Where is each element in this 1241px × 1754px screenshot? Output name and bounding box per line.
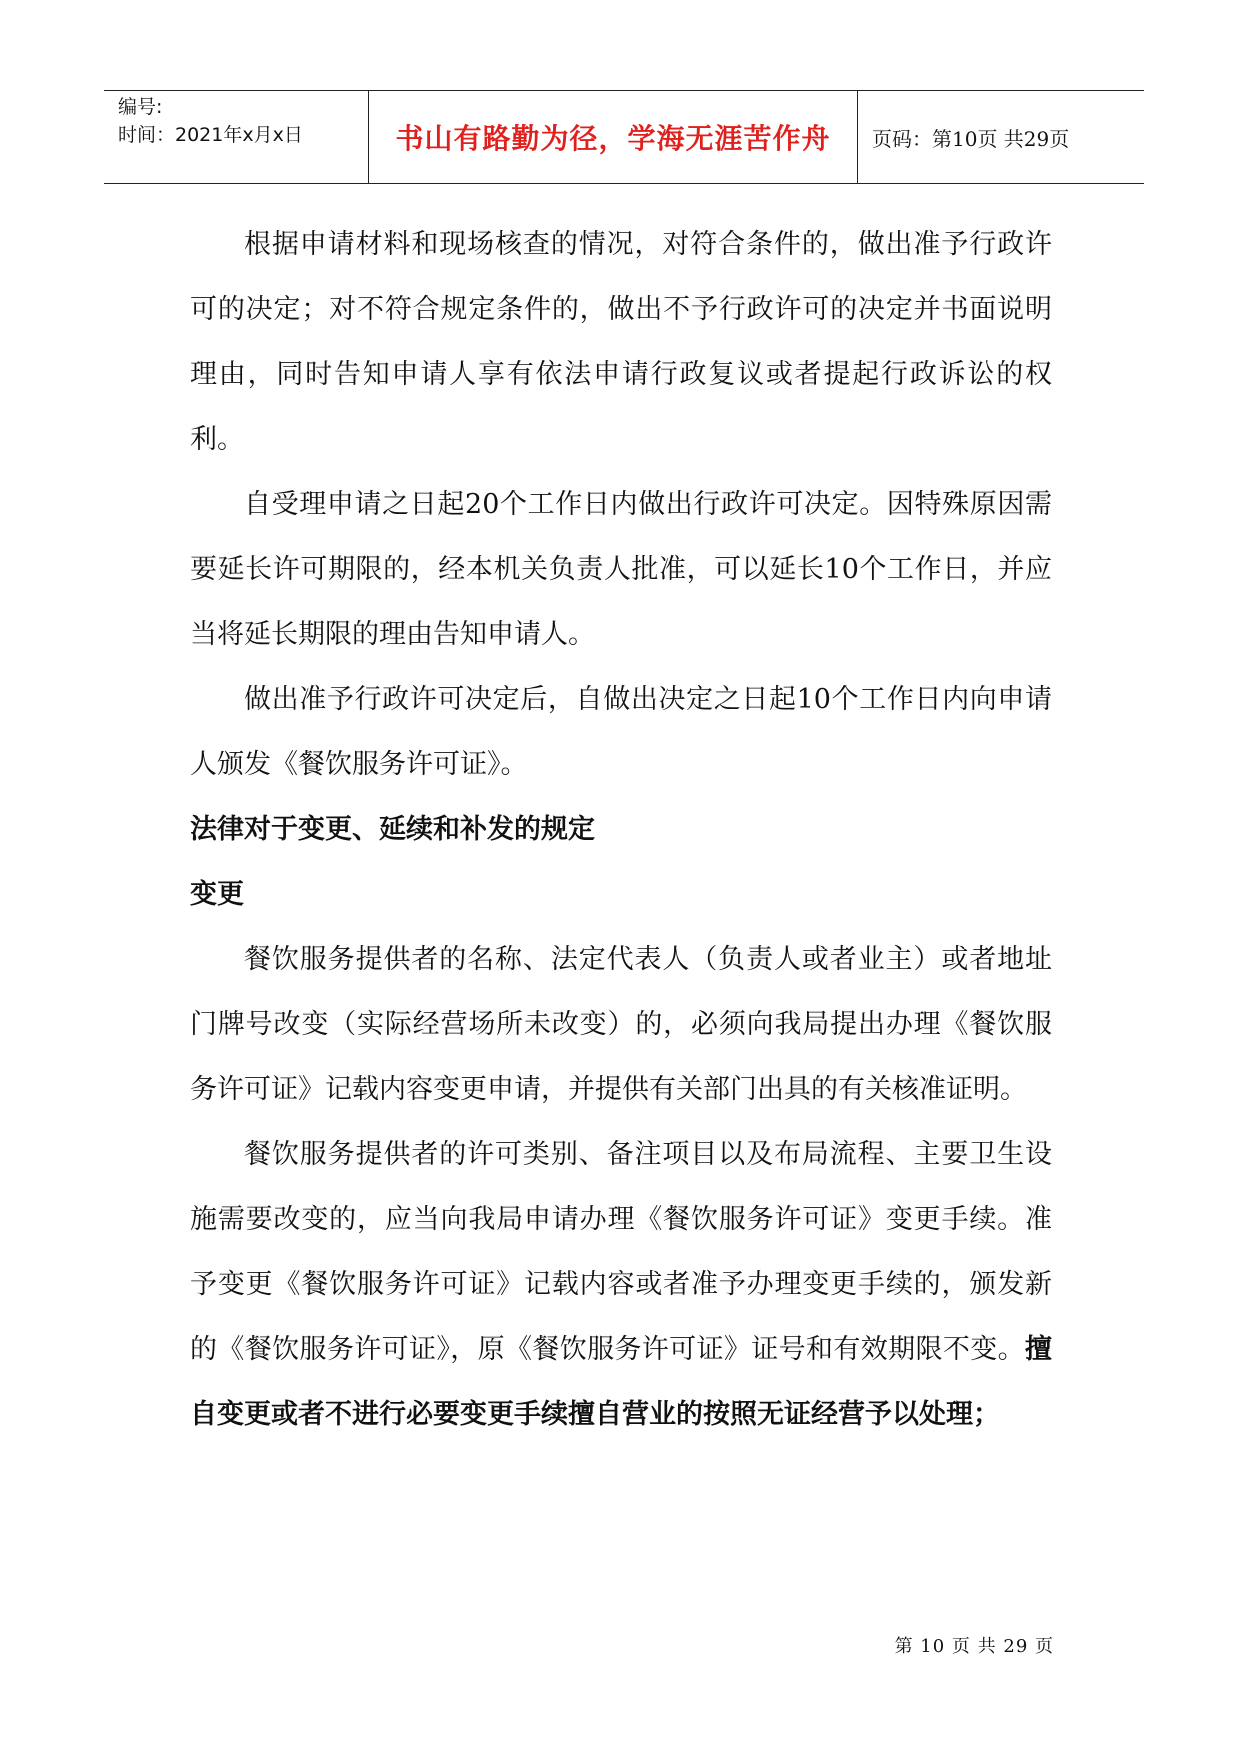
page-footer: 第 10 页 共 29 页 <box>894 1636 1054 1657</box>
document-header <box>104 90 1144 184</box>
subsection-heading: 变更 <box>190 879 244 910</box>
header-motto-cell <box>369 91 858 183</box>
document-number-label: 编号: <box>118 96 163 118</box>
paragraph-change-category-text: 餐饮服务提供者的许可类别、备注项目以及布局流程、主要卫生设施需要改变的，应当向我局申请办理《餐饮服务许可证》变更手续。准予变更《餐饮服务许可证》记载内容或者准予办理变更手续的，颁发新的《餐饮服务许可证》，原《餐饮服务许可证》证号和有效期限不变。 <box>190 1139 1052 1365</box>
header-motto: 书山有路勤为径，学海无涯苦作舟 <box>395 122 831 155</box>
paragraph-time-limit: 自受理申请之日起20个工作日内做出行政许可决定。因特殊原因需要延长许可期限的，经本机关负责人批准，可以延长10个工作日，并应当将延长期限的理由告知申请人。 <box>190 489 1052 650</box>
header-info-cell <box>104 91 369 183</box>
header-page-label: 页码：第10页 共29页 <box>872 126 1070 151</box>
document-body <box>190 212 1052 1447</box>
paragraph-decision: 根据申请材料和现场核查的情况，对符合条件的，做出准予行政许可的决定；对不符合规定条件的，做出不予行政许可的决定并书面说明理由，同时告知申请人享有依法申请行政复议或者提起行政诉讼的权利。 <box>190 229 1052 455</box>
paragraph-change-category <box>190 1122 1052 1447</box>
paragraph-issuance: 做出准予行政许可决定后，自做出决定之日起10个工作日内向申请人颁发《餐饮服务许可证》。 <box>190 684 1052 780</box>
header-page-cell <box>858 91 1158 183</box>
paragraph-change-name: 餐饮服务提供者的名称、法定代表人（负责人或者业主）或者地址门牌号改变（实际经营场所未改变）的，必须向我局提出办理《餐饮服务许可证》记载内容变更申请，并提供有关部门出具的有关核准证明。 <box>190 944 1052 1105</box>
paragraph-change-penalty: 擅自变更或者不进行必要变更手续擅自营业的按照无证经营予以处理； <box>190 1334 1052 1430</box>
document-time-label: 时间：2021年x月x日 <box>118 124 303 146</box>
section-heading: 法律对于变更、延续和补发的规定 <box>190 814 595 845</box>
